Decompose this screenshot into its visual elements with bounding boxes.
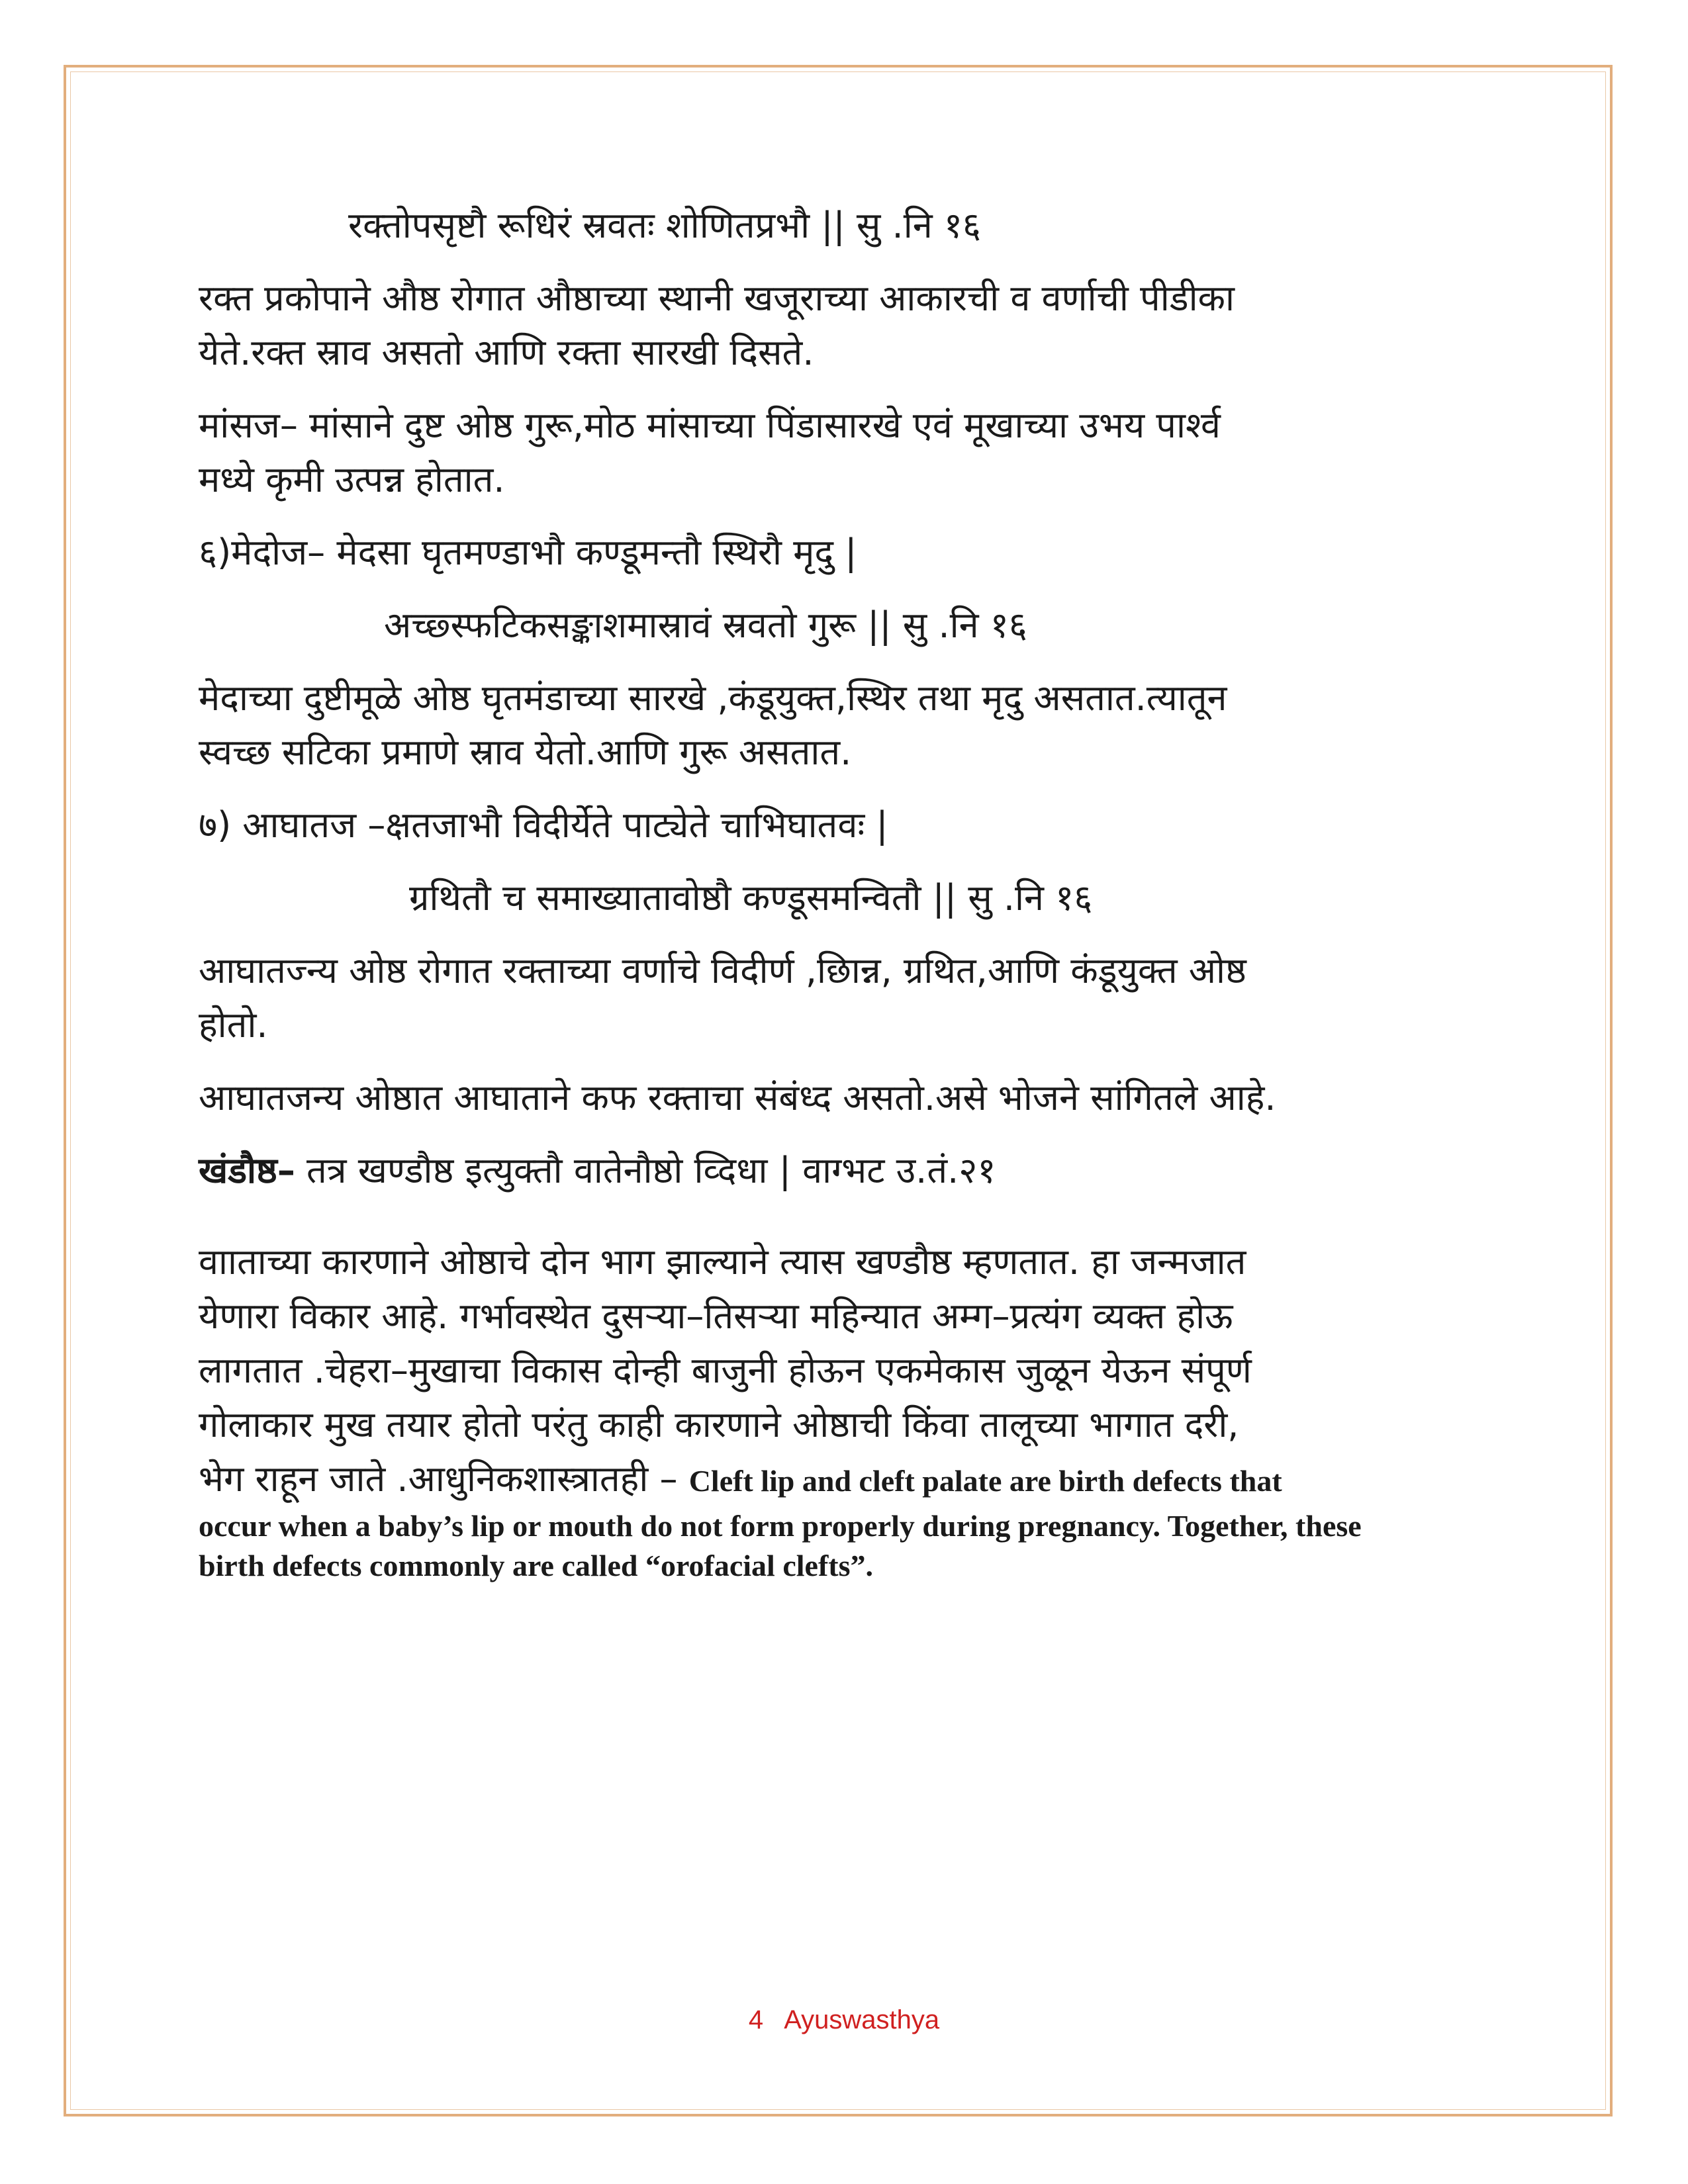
paragraph-line: स्वच्छ सटिका प्रमाणे स्राव येतो.आणि गुरू असतात. <box>199 731 852 773</box>
english-paragraph <box>199 1506 1496 1586</box>
section-heading: खंडौष्ठ– <box>199 1150 295 1191</box>
section-verse: तत्र खण्डौष्ठ इत्युक्तौ वातेनौष्ठो व्दिधा | वाग्भट उ.तं.२१ <box>295 1150 996 1191</box>
paragraph-line: आघातज्न्य ओष्ठ रोगात रक्ताच्या वर्णाचे विदीर्ण ,छिान्न, ग्रथित,आणि कंडूयुक्त ओष्ठ <box>199 950 1246 991</box>
paragraph-line: होतो. <box>199 1004 268 1046</box>
page-number: 4 <box>748 2005 764 2034</box>
english-line: occur when a baby’s lip or mouth do not form properly during pregnancy. Together, these <box>199 1509 1362 1543</box>
paragraph-line: आघातजन्य ओष्ठात आघाताने कफ रक्ताचा संबंध्द असतो.असे भोजने सांगितले आहे. <box>199 1077 1276 1118</box>
verse-line: अच्छ्स्फटिकसङ्काशमास्रावं स्रवतो गुरू || सु .नि १६ <box>384 604 1027 646</box>
paragraph-line: मेदाच्या दुष्टीमूळे ओष्ठ घृतमंडाच्या सारखे ,कंडूयुक्त,स्थिर तथा मृदु असतात.त्यातून <box>199 677 1227 719</box>
paragraph-line: मध्ये कृमी उत्पन्न होतात. <box>199 459 505 500</box>
footer-title: Ayuswasthya <box>784 2005 940 2034</box>
verse-line: ६)मेदोज– मेदसा घृतमण्डाभौ कण्डूमन्तौ स्थिरौ मृदु | <box>199 531 857 573</box>
verse-line: रक्तोपसृष्टौ रूधिरं स्रवतः शोणितप्रभौ || सु .नि १६ <box>348 205 982 246</box>
paragraph-line: वााताच्या कारणाने ओष्ठाचे दोन भाग झाल्याने त्यास खण्डौष्ठ म्हणतात. हा जन्मजात <box>199 1241 1246 1283</box>
paragraph-line: लागतात .चेहरा–मुखाचा विकास दोन्ही बाजुनी होऊन एकमेकास जुळून येऊन संपूर्ण <box>199 1349 1252 1391</box>
paragraph-line: येते.रक्त स्राव असतो आणि रक्ता सारखी दिसते. <box>199 332 814 373</box>
paragraph-line: गोलाकार मुख तयार होतो परंतु काही कारणाने ओष्ठाची किंवा तालूच्या भागात दरी, <box>199 1404 1239 1445</box>
verse-line: ७) आघातज –क्षतजाभौ विदीर्येते पाट्येते चाभिघातवः | <box>199 804 888 846</box>
verse-line: ग्रथितौ च समाख्यातावोष्ठौ कण्डूसमन्वितौ || सु .नि १६ <box>409 877 1093 919</box>
marathi-text: भेग राहून जाते .आधुनिकशास्त्रातही – <box>199 1458 689 1500</box>
paragraph-line: मांसज– मांसाने दुष्ट ओष्ठ गुरू,मोठ मांसाच्या पिंडासारखे एवं मूखाच्या उभय पार्श्व <box>199 404 1221 446</box>
section-line <box>199 1144 1496 1198</box>
paragraph-line: रक्त प्रकोपाने औष्ठ रोगात औष्ठाच्या स्थानी खजूराच्या आकारची व वर्णाची पीडीका <box>199 277 1235 319</box>
paragraph-line <box>199 1452 1496 1506</box>
english-line: birth defects commonly are called “orofacial clefts”. <box>199 1549 873 1582</box>
english-text: Cleft lip and cleft palate are birth defects that <box>688 1464 1282 1498</box>
document-body <box>199 199 1496 1586</box>
paragraph-line: येणारा विकार आहे. गर्भावस्थेत दुसऱ्या–तिसऱ्या महिन्यात अम्ग–प्रत्यंग व्यक्त होऊ <box>199 1295 1233 1337</box>
page-footer <box>0 2005 1688 2035</box>
